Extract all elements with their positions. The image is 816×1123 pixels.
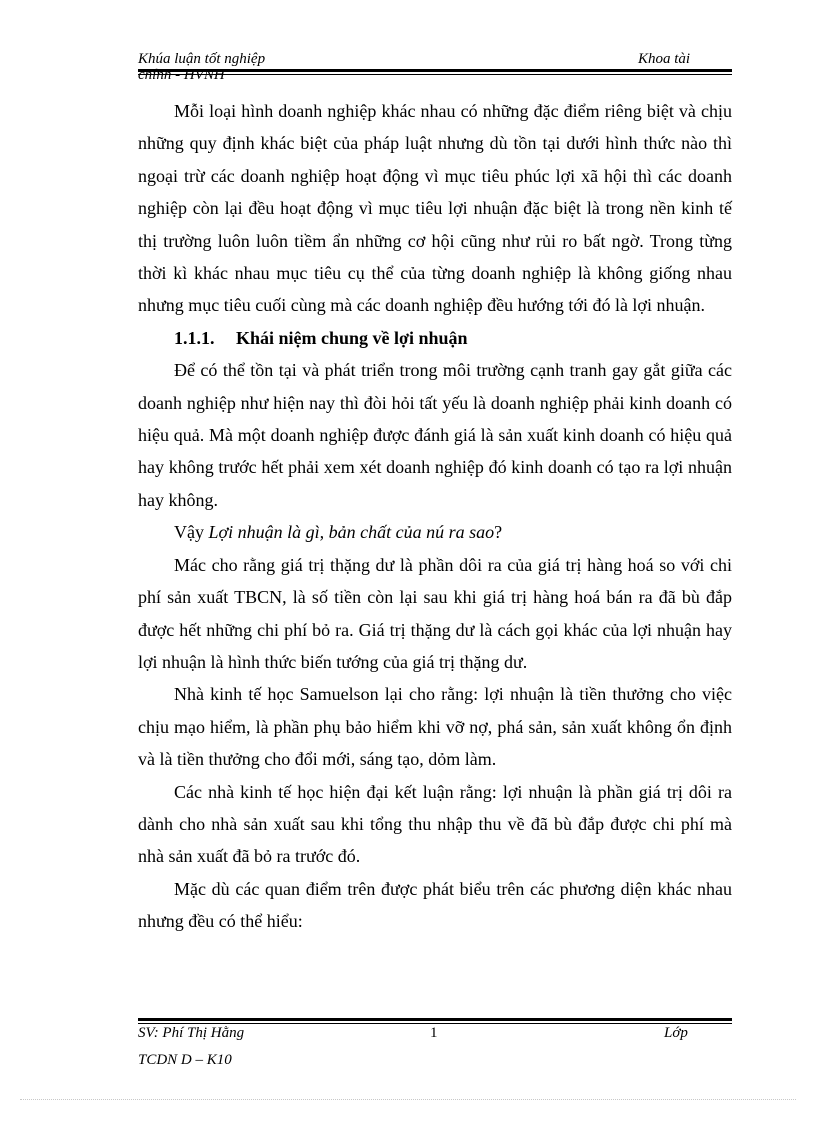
section-heading bbox=[138, 322, 732, 354]
paragraph-6: Mặc dù các quan điểm trên được phát biểu trên các phương diện khác nhau nhưng đều có thể hiểu: bbox=[138, 878, 732, 932]
paragraph-3: Mác cho rằng giá trị thặng dư là phần dôi ra của giá trị hàng hoá so với chi phí sản xuất TBCN, là số tiền còn lại sau khi giá trị hàng hoá bán ra đã bù đắp được hết những chi phí bỏ ra. Giá trị thặng dư là cách gọi khác của lợi nhuận hay lợi nhuận là hình thức biến tướng của giá trị thặng dư. bbox=[138, 554, 732, 672]
footer-left: SV: Phí Thị Hằng bbox=[138, 1025, 245, 1041]
paragraph-2: Để có thể tồn tại và phát triển trong môi trường cạnh tranh gay gắt giữa các doanh nghiệp như hiện nay thì đòi hỏi tất yếu là doanh nghiệp phải kinh doanh có hiệu quả. Mà một doanh nghiệp được đánh giá là sản xuất kinh doanh có hiệu quả hay không trước hết phải xem xét doanh nghiệp đó kinh doanh có tạo ra lợi nhuận hay không. bbox=[138, 360, 732, 510]
header-second-line: chính - HVNH bbox=[138, 67, 225, 83]
paragraph-5: Các nhà kinh tế học hiện đại kết luận rằng: lợi nhuận là phần giá trị dôi ra dành cho nhà sản xuất sau khi tổng thu nhập thu về đã bù đắp được chi phí mà nhà sản xuất đã bỏ ra trước đó. bbox=[138, 781, 732, 867]
header-rule-thin bbox=[138, 74, 732, 75]
section-number: 1.1.1. bbox=[174, 327, 215, 348]
footer-right: Lớp bbox=[664, 1025, 688, 1041]
paragraph-4: Nhà kinh tế học Samuelson lại cho rằng: lợi nhuận là tiền thưởng cho việc chịu mạo hiểm, là phần phụ bảo hiểm khi vỡ nợ, phá sản, sản xuất không ổn định và là tiền thưởng cho đổi mới, sáng tạo, dỏm làm. bbox=[138, 684, 732, 770]
footer-second-line: TCDN D – K10 bbox=[138, 1052, 232, 1068]
question-suffix: ? bbox=[494, 522, 503, 543]
question-italic: Lợi nhuận là gì, bản chất của nú ra sao bbox=[208, 522, 495, 543]
page-bottom-divider bbox=[20, 1099, 796, 1100]
question-line bbox=[138, 516, 732, 548]
header-left: Khúa luận tốt nghiệp bbox=[138, 51, 266, 67]
paragraph-1: Mỗi loại hình doanh nghiệp khác nhau có những đặc điểm riêng biệt và chịu những quy định khác biệt của pháp luật nhưng dù tồn tại dưới hình thức nào thì ngoại trừ các doanh nghiệp hoạt động vì mục tiêu phúc lợi xã hội thì các doanh nghiệp còn lại đều hoạt động vì mục tiêu lợi nhuận đặc biệt là trong nền kinh tế thị trường luôn luôn tiềm ẩn những cơ hội cũng như rủi ro bất ngờ. Trong từng thời kì khác nhau mục tiêu cụ thể của từng doanh nghiệp là không giống nhau nhưng mục tiêu cuối cùng mà các doanh nghiệp đều hướng tới đó là lợi nhuận. bbox=[138, 101, 732, 316]
header-rule-thick bbox=[138, 69, 732, 72]
document-body bbox=[138, 95, 732, 938]
header-right: Khoa tài bbox=[638, 51, 691, 67]
footer-rule-thick bbox=[138, 1018, 732, 1021]
question-prefix: Vậy bbox=[174, 522, 209, 543]
section-title: Khái niệm chung về lợi nhuận bbox=[236, 327, 468, 348]
page-number: 1 bbox=[430, 1025, 438, 1041]
